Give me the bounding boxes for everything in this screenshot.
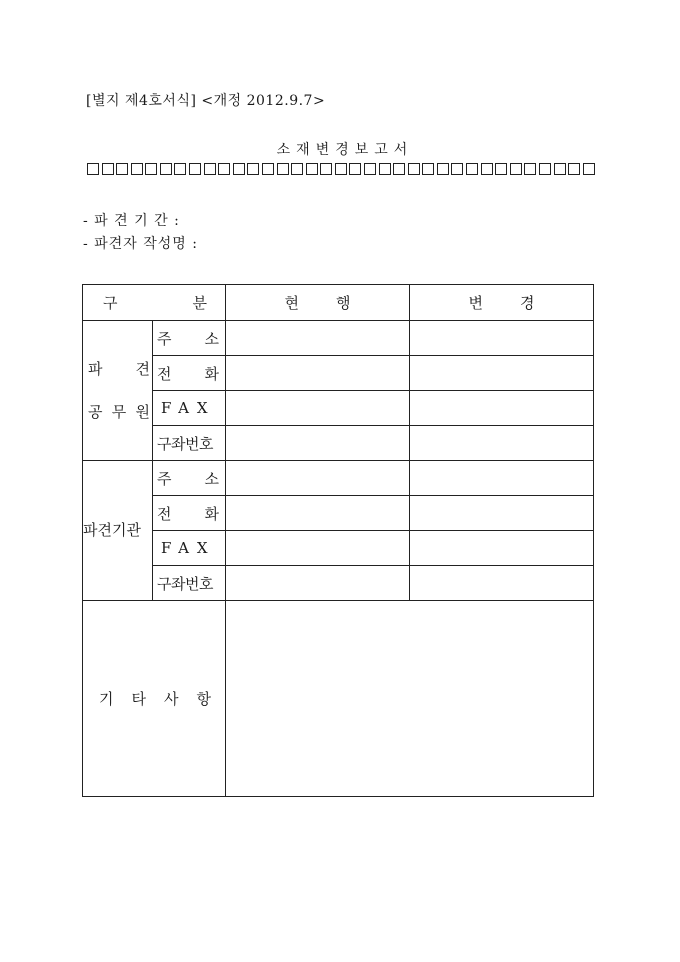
placeholder-box	[495, 163, 507, 175]
agency-fax-change[interactable]	[410, 531, 594, 566]
placeholder-box	[291, 163, 303, 175]
phone-label: 전 화	[153, 356, 226, 391]
author-field: - 파견자 작성명 :	[83, 236, 198, 252]
form-number: [별지 제4호서식]	[86, 93, 197, 109]
address-label: 주 소	[153, 461, 226, 496]
dispatch-period-field: - 파 견 기 간 :	[83, 213, 180, 229]
placeholder-box	[306, 163, 318, 175]
placeholder-box	[422, 163, 434, 175]
placeholder-box	[554, 163, 566, 175]
placeholder-box	[481, 163, 493, 175]
agency-account-current[interactable]	[226, 566, 410, 601]
account-label: 구좌번호	[153, 566, 226, 601]
table-row	[83, 356, 594, 391]
placeholder-box	[233, 163, 245, 175]
official-fax-change[interactable]	[410, 391, 594, 426]
placeholder-box	[218, 163, 230, 175]
placeholder-box	[189, 163, 201, 175]
placeholder-box	[568, 163, 580, 175]
agency-address-current[interactable]	[226, 461, 410, 496]
other-matters-row	[83, 601, 594, 797]
placeholder-box	[145, 163, 157, 175]
placeholder-box	[116, 163, 128, 175]
placeholder-box	[379, 163, 391, 175]
placeholder-box	[583, 163, 595, 175]
fax-label: FAX	[153, 531, 226, 566]
placeholder-box	[451, 163, 463, 175]
placeholder-box	[277, 163, 289, 175]
address-label: 주 소	[153, 321, 226, 356]
placeholder-box	[393, 163, 405, 175]
other-matters-field[interactable]	[226, 601, 594, 797]
placeholder-box	[320, 163, 332, 175]
header-row	[83, 285, 594, 321]
report-table	[82, 284, 594, 797]
header-current: 현 행	[226, 285, 410, 321]
table-row	[83, 426, 594, 461]
table-row	[83, 531, 594, 566]
phone-label: 전 화	[153, 496, 226, 531]
table-row	[83, 496, 594, 531]
official-address-change[interactable]	[410, 321, 594, 356]
placeholder-box	[247, 163, 259, 175]
placeholder-box	[437, 163, 449, 175]
official-phone-change[interactable]	[410, 356, 594, 391]
agency-fax-current[interactable]	[226, 531, 410, 566]
other-matters-label: 기 타 사 항	[83, 601, 226, 797]
document-title: 소재변경보고서	[276, 142, 414, 158]
agency-account-change[interactable]	[410, 566, 594, 601]
revision-date: <개정 2012.9.7>	[201, 93, 326, 109]
official-fax-current[interactable]	[226, 391, 410, 426]
fax-label: FAX	[153, 391, 226, 426]
official-phone-current[interactable]	[226, 356, 410, 391]
placeholder-box	[510, 163, 522, 175]
placeholder-box	[524, 163, 536, 175]
table-row	[83, 391, 594, 426]
placeholder-box	[174, 163, 186, 175]
agency-phone-change[interactable]	[410, 496, 594, 531]
box-row	[87, 161, 595, 175]
table-row	[83, 321, 594, 356]
placeholder-box	[160, 163, 172, 175]
form-header	[86, 90, 325, 110]
placeholder-box	[466, 163, 478, 175]
placeholder-box	[335, 163, 347, 175]
table-row	[83, 566, 594, 601]
placeholder-box	[204, 163, 216, 175]
placeholder-box	[349, 163, 361, 175]
agency-phone-current[interactable]	[226, 496, 410, 531]
official-address-current[interactable]	[226, 321, 410, 356]
placeholder-box	[87, 163, 99, 175]
placeholder-box	[131, 163, 143, 175]
placeholder-box	[102, 163, 114, 175]
group-dispatched-official: 파 견 공 무 원	[83, 321, 153, 461]
placeholder-box	[364, 163, 376, 175]
header-category: 구 분	[83, 285, 226, 321]
placeholder-box	[539, 163, 551, 175]
placeholder-box	[262, 163, 274, 175]
header-change: 변 경	[410, 285, 594, 321]
placeholder-box	[408, 163, 420, 175]
agency-address-change[interactable]	[410, 461, 594, 496]
group-dispatch-agency: 파견기관	[83, 461, 153, 601]
table-row	[83, 461, 594, 496]
account-label: 구좌번호	[153, 426, 226, 461]
official-account-change[interactable]	[410, 426, 594, 461]
official-account-current[interactable]	[226, 426, 410, 461]
